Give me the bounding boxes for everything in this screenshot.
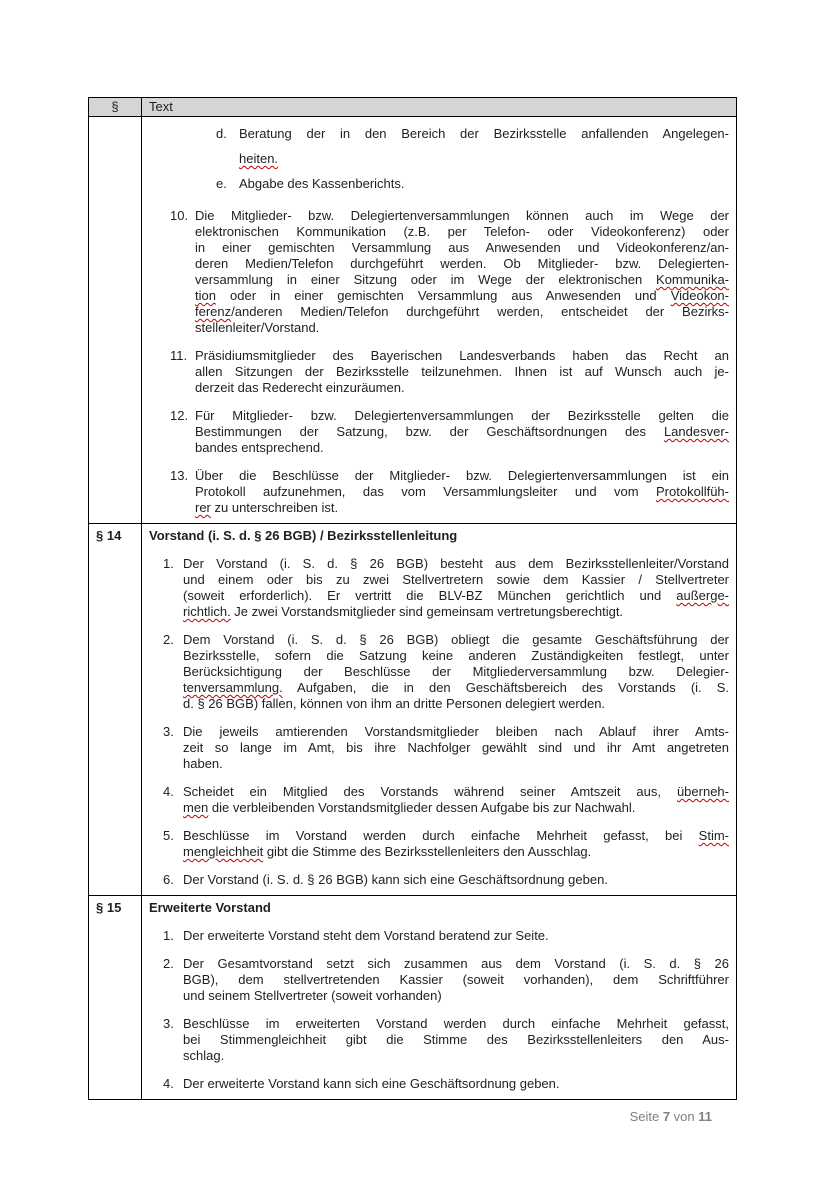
list-marker: e. xyxy=(216,176,227,191)
list-item xyxy=(170,468,729,516)
list-item xyxy=(170,408,729,456)
text-line: men die verbleibenden Vorstandsmitglieder dessen Aufgabe bis zur Nachwahl. xyxy=(183,800,636,815)
list-marker: 13. xyxy=(170,468,189,483)
list-marker: 2. xyxy=(163,956,174,971)
text-line: Scheidet ein Mitglied des Vorstands während seiner Amtszeit aus, überneh- xyxy=(183,784,729,799)
misspelled-word: Stim- xyxy=(698,828,729,843)
list-item xyxy=(163,956,729,1004)
list-marker: 1. xyxy=(163,556,174,571)
text-line: bei Stimmengleichheit gibt die Stimme des Bezirksstellenleiters den Aus- xyxy=(183,1032,729,1047)
misspelled-word: Protokollfüh- xyxy=(656,484,729,499)
misspelled-word: Videokon- xyxy=(670,288,729,303)
footer-page-total: 11 xyxy=(698,1109,712,1124)
header-text-column: Text xyxy=(142,98,737,117)
section-number xyxy=(89,117,142,524)
text-line: Für Mitglieder- bzw. Delegiertenversammlungen der Bezirksstelle gelten die xyxy=(195,408,729,423)
misspelled-word: außerge- xyxy=(676,588,729,603)
list-item xyxy=(170,208,729,336)
misspelled-word: men xyxy=(183,800,209,815)
misspelled-word: Landesver- xyxy=(663,424,729,439)
text-line: d. § 26 BGB) fallen, können von ihm an dritte Personen delegiert werden. xyxy=(183,696,606,711)
misspelled-word: richtlich. xyxy=(183,604,231,619)
list-item xyxy=(163,632,729,712)
text-line: Beratung der in den Bereich der Bezirksstelle anfallenden Angelegen- xyxy=(239,126,729,141)
list-marker: 3. xyxy=(163,1016,174,1031)
text-line: Der Vorstand (i. S. d. § 26 BGB) kann sich eine Geschäftsordnung geben. xyxy=(183,872,608,887)
misspelled-word: ferenz xyxy=(195,304,232,319)
list-item xyxy=(163,556,729,620)
text-line: allen Sitzungen der Bezirksstelle teilzunehmen. Ihnen ist auf Wunsch auch je- xyxy=(195,364,729,379)
list-item xyxy=(216,121,729,171)
text-line: zeit so lange im Amt, bis ihre Nachfolger gewählt sind und ihr Amt angetreten xyxy=(183,740,729,755)
list-marker: 12. xyxy=(170,408,189,423)
list-item xyxy=(163,928,729,944)
text-line: Beschlüsse im Vorstand werden durch einfache Mehrheit gefasst, bei Stim- xyxy=(183,828,729,843)
text-line: ferenz/anderen Medien/Telefon durchgeführt werden, entscheidet der Bezirks- xyxy=(195,304,729,319)
list-marker: 5. xyxy=(163,828,174,843)
section-content xyxy=(142,896,737,1100)
list-item xyxy=(163,1016,729,1064)
text-line: Die jeweils amtierenden Vorstandsmitglieder bleiben nach Ablauf ihrer Amts- xyxy=(183,724,729,739)
footer-of-label: von xyxy=(670,1109,699,1124)
text-line: Der erweiterte Vorstand steht dem Vorstand beratend zur Seite. xyxy=(183,928,549,943)
list-item xyxy=(163,828,729,860)
text-line: BGB), dem stellvertretenden Kassier (soweit vorhanden), dem Schriftführer xyxy=(183,972,729,987)
table-header-row xyxy=(89,98,737,117)
text-line: schlag. xyxy=(183,1048,225,1063)
table-body xyxy=(89,117,737,1100)
text-line xyxy=(239,146,729,171)
text-line: derzeit das Rederecht einzuräumen. xyxy=(195,380,405,395)
list-item xyxy=(216,171,729,196)
text-line: Der Gesamtvorstand setzt sich zusammen aus dem Vorstand (i. S. d. § 26 xyxy=(183,956,729,971)
page-footer xyxy=(88,1109,712,1125)
text-line: und einem oder bis zu zwei Stellvertretern sowie dem Kassier / Stellvertreter xyxy=(183,572,729,587)
text-line: tion oder in einer gemischten Versammlung aus Anwesenden und Videokon- xyxy=(195,288,729,303)
text-line: elektronischen Kommunikation (z.B. per Telefon- oder Videokonferenz) oder xyxy=(195,224,729,239)
section-number: § 15 xyxy=(89,896,142,1100)
table-row xyxy=(89,896,737,1100)
text-line: Bestimmungen der Satzung, bzw. der Geschäftsordnungen des Landesver- xyxy=(195,424,729,439)
list-item xyxy=(163,872,729,888)
text-line: Dem Vorstand (i. S. d. § 26 BGB) obliegt die gesamte Geschäftsführung der xyxy=(183,632,729,647)
section-number: § 14 xyxy=(89,524,142,896)
list-item xyxy=(163,1076,729,1092)
misspelled-word: rer xyxy=(195,500,211,515)
list-marker: d. xyxy=(216,126,227,141)
text-line: Bezirksstelle, sofern die Satzung keine anderen Zuständigkeiten festlegt, unter xyxy=(183,648,729,663)
header-paragraph-column: § xyxy=(89,98,142,117)
text-line: haben. xyxy=(183,756,223,771)
list-marker: 2. xyxy=(163,632,174,647)
text-line: mengleichheit gibt die Stimme des Bezirksstellenleiters den Ausschlag. xyxy=(183,844,592,859)
list-marker: 10. xyxy=(170,208,189,223)
text-line: Präsidiumsmitglieder des Bayerischen Landesverbands haben das Recht an xyxy=(195,348,729,363)
content-table xyxy=(88,97,737,1100)
text-line: Berücksichtigung der Beschlüsse der Mitgliederversammlung bzw. Delegier- xyxy=(183,664,729,679)
text-line: Die Mitglieder- bzw. Delegiertenversammlungen können auch im Wege der xyxy=(195,208,729,223)
misspelled-word: tion xyxy=(195,288,216,303)
text-line: und seinem Stellvertreter (soweit vorhanden) xyxy=(183,988,442,1003)
list-marker: 11. xyxy=(170,348,188,363)
table-row xyxy=(89,524,737,896)
misspelled-word: mengleichheit xyxy=(183,844,264,859)
text-line: tenversammlung. Aufgaben, die in den Geschäftsbereich des Vorstands (i. S. xyxy=(183,680,729,695)
text-line: (soweit erforderlich). Er vertritt die BLV-BZ München gerichtlich und außerge- xyxy=(183,588,729,603)
section-title: Vorstand (i. S. d. § 26 BGB) / Bezirksstellenleitung xyxy=(149,528,458,543)
section-content xyxy=(142,524,737,896)
text-line: deren Medien/Telefon durchgeführt werden. Ob Mitglieder- bzw. Delegierten- xyxy=(195,256,729,271)
text-line: richtlich. Je zwei Vorstandsmitglieder sind gemeinsam vertretungsberechtigt. xyxy=(183,604,624,619)
text-line: bandes entsprechend. xyxy=(195,440,324,455)
misspelled-word: Kommunika- xyxy=(656,272,729,287)
section-title: Erweiterte Vorstand xyxy=(149,900,271,915)
footer-page-label: Seite xyxy=(629,1109,663,1124)
text-line: Abgabe des Kassenberichts. xyxy=(239,176,405,191)
list-marker: 3. xyxy=(163,724,174,739)
list-item xyxy=(163,724,729,772)
misspelled-word: heiten. xyxy=(239,151,279,166)
footer-page-number: 7 xyxy=(662,1109,671,1124)
text-line: in einer gemischten Versammlung aus Anwesenden und Videokonferenz/an- xyxy=(195,240,729,255)
list-item xyxy=(163,784,729,816)
text-line: rer zu unterschreiben ist. xyxy=(195,500,339,515)
text-line: Beschlüsse im erweiterten Vorstand werden durch einfache Mehrheit gefasst, xyxy=(183,1016,729,1031)
list-marker: 6. xyxy=(163,872,174,887)
text-line: Protokoll aufzunehmen, das vom Versammlungsleiter und vom Protokollfüh- xyxy=(195,484,729,499)
misspelled-word: überneh- xyxy=(676,784,729,799)
list-marker: 4. xyxy=(163,784,174,799)
text-line: versammlung in einer Sitzung oder im Wege der elektronischen Kommunika- xyxy=(195,272,729,287)
section-content xyxy=(142,117,737,524)
list-marker: 4. xyxy=(163,1076,174,1091)
text-line: Der Vorstand (i. S. d. § 26 BGB) besteht aus dem Bezirksstellenleiter/Vorstand xyxy=(183,556,729,571)
text-line: Über die Beschlüsse der Mitglieder- bzw. Delegiertenversammlungen ist ein xyxy=(195,468,729,483)
text-line: Der erweiterte Vorstand kann sich eine Geschäftsordnung geben. xyxy=(183,1076,560,1091)
list-item xyxy=(170,348,729,396)
list-marker: 1. xyxy=(163,928,174,943)
misspelled-word: tenversammlung. xyxy=(183,680,283,695)
table-row xyxy=(89,117,737,524)
text-line: stellenleiter/Vorstand. xyxy=(195,320,320,335)
